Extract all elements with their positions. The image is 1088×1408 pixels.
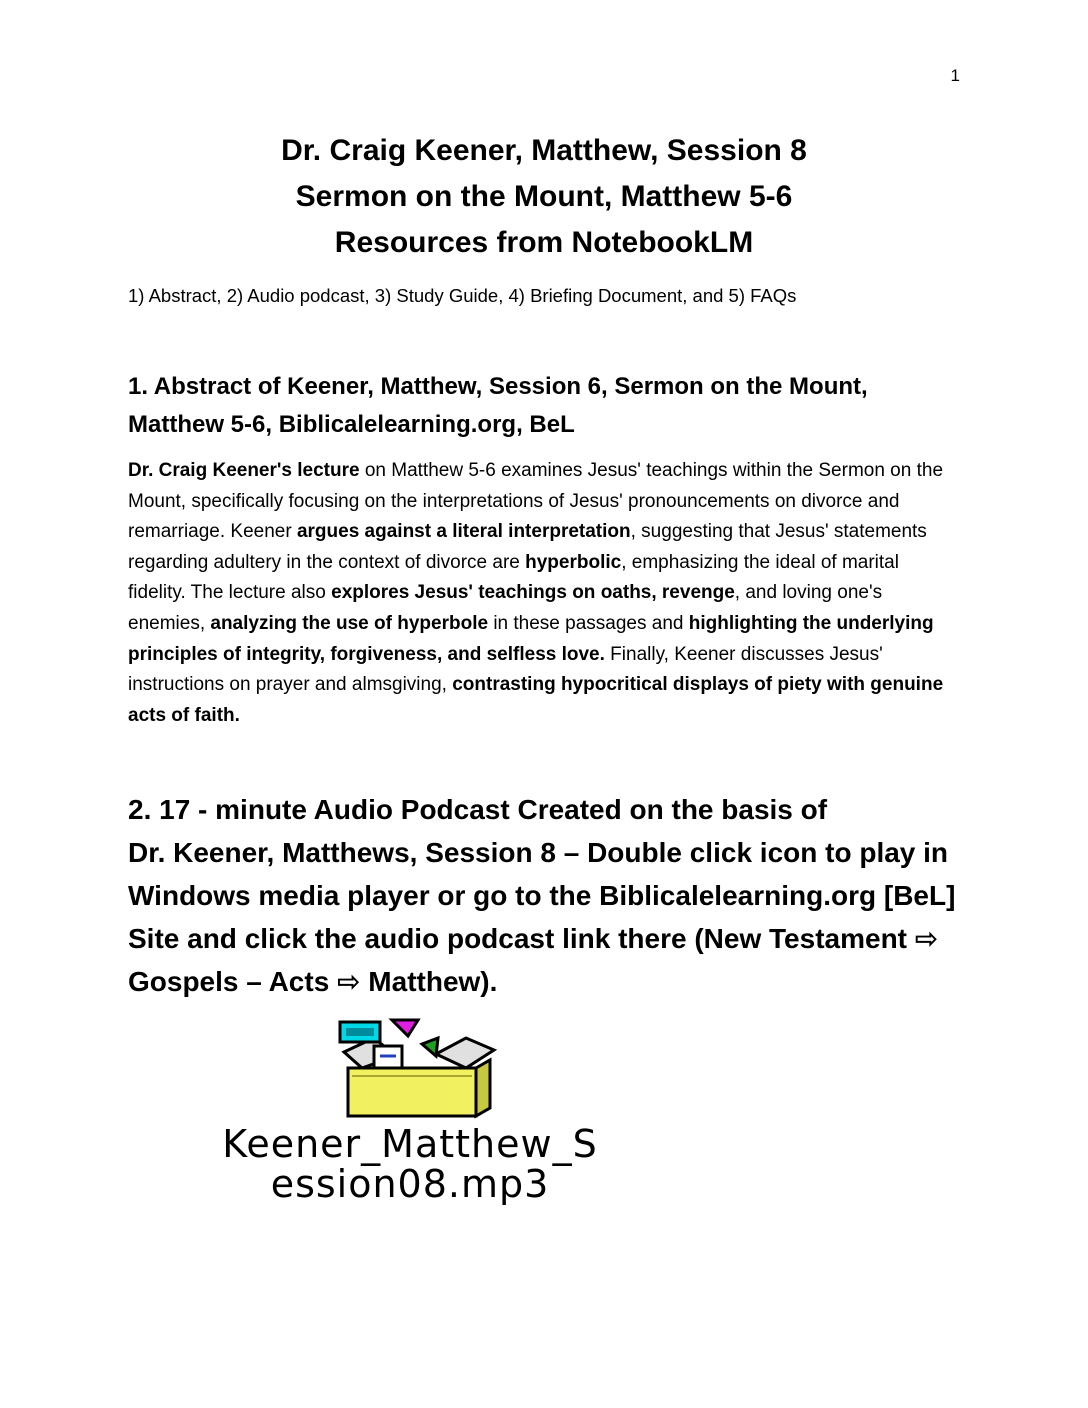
abstract-text-4: , and loving one's enemies, [128, 582, 883, 634]
abstract-bold-4: explores Jesus' teachings on oaths, revenge [331, 582, 735, 604]
podcast-heading [128, 788, 968, 1003]
abstract-text-6: Finally, Keener discusses Jesus' instructions on prayer and almsgiving, [128, 643, 883, 696]
podcast-heading-line-4 [128, 917, 968, 960]
contents-list: 1) Abstract, 2) Audio podcast, 3) Study Guide, 4) Briefing Document, and 5) FAQs [128, 285, 797, 306]
document-title [0, 128, 1088, 266]
title-line-3: Resources from NotebookLM [334, 226, 754, 259]
podcast-heading-line-5-end: Matthew). [360, 966, 498, 997]
title-line-2: Sermon on the Mount, Matthew 5-6 [295, 180, 793, 213]
abstract-text-1: on Matthew 5-6 examines Jesus' teachings within the Sermon on the Mount, specifically focusing on the interpretations of Jesus' pronouncements on divorce and remarriage. Keener [128, 460, 944, 543]
abstract-text-3: , emphasizing the ideal of marital fidelity. The lecture also [128, 551, 899, 604]
page-number: 1 [950, 66, 960, 85]
filename-line-2: ession08.mp3 [270, 1162, 550, 1206]
filename-line-1: Keener_Matthew_S [222, 1122, 598, 1166]
podcast-heading-line-5 [128, 960, 968, 1003]
arrow-right-icon: ⇨ [337, 966, 361, 997]
attachment-filename[interactable] [140, 1124, 680, 1204]
abstract-bold-1: Dr. Craig Keener's lecture [128, 460, 360, 481]
title-line-1: Dr. Craig Keener, Matthew, Session 8 [281, 134, 807, 167]
abstract-paragraph [128, 456, 956, 731]
abstract-bold-2: argues against a literal interpretation [296, 521, 631, 543]
podcast-heading-line-3: Windows media player or go to the Biblicalelearning.org [BeL] [128, 880, 956, 911]
abstract-heading [128, 368, 968, 444]
podcast-heading-line-5-text: Gospels – Acts [128, 966, 338, 997]
abstract-text-2: , suggesting that Jesus' statements regarding adultery in the context of divorce are [128, 521, 927, 573]
package-icon[interactable] [326, 1016, 502, 1120]
abstract-bold-3: hyperbolic [525, 551, 622, 573]
podcast-heading-line-4-text: Site and click the audio podcast link there (New Testament [128, 923, 915, 954]
abstract-bold-7: contrasting hypocritical displays of piety with genuine acts of faith. [128, 674, 944, 726]
abstract-heading-line-2: Matthew 5-6, Biblicalelearning.org, BeL [128, 411, 575, 438]
arrow-right-icon: ⇨ [914, 923, 939, 954]
abstract-text-5: in these passages and [488, 612, 689, 634]
podcast-heading-line-1: 2. 17 - minute Audio Podcast Created on the basis of [128, 794, 828, 825]
abstract-heading-line-1: 1. Abstract of Keener, Matthew, Session 6, Sermon on the Mount, [128, 373, 868, 400]
podcast-heading-line-2: Dr. Keener, Matthews, Session 8 – Double click icon to play in [128, 837, 949, 868]
abstract-bold-6: highlighting the underlying principles of integrity, forgiveness, and selfless love. [128, 612, 934, 665]
abstract-bold-5: analyzing the use of hyperbole [210, 612, 489, 634]
